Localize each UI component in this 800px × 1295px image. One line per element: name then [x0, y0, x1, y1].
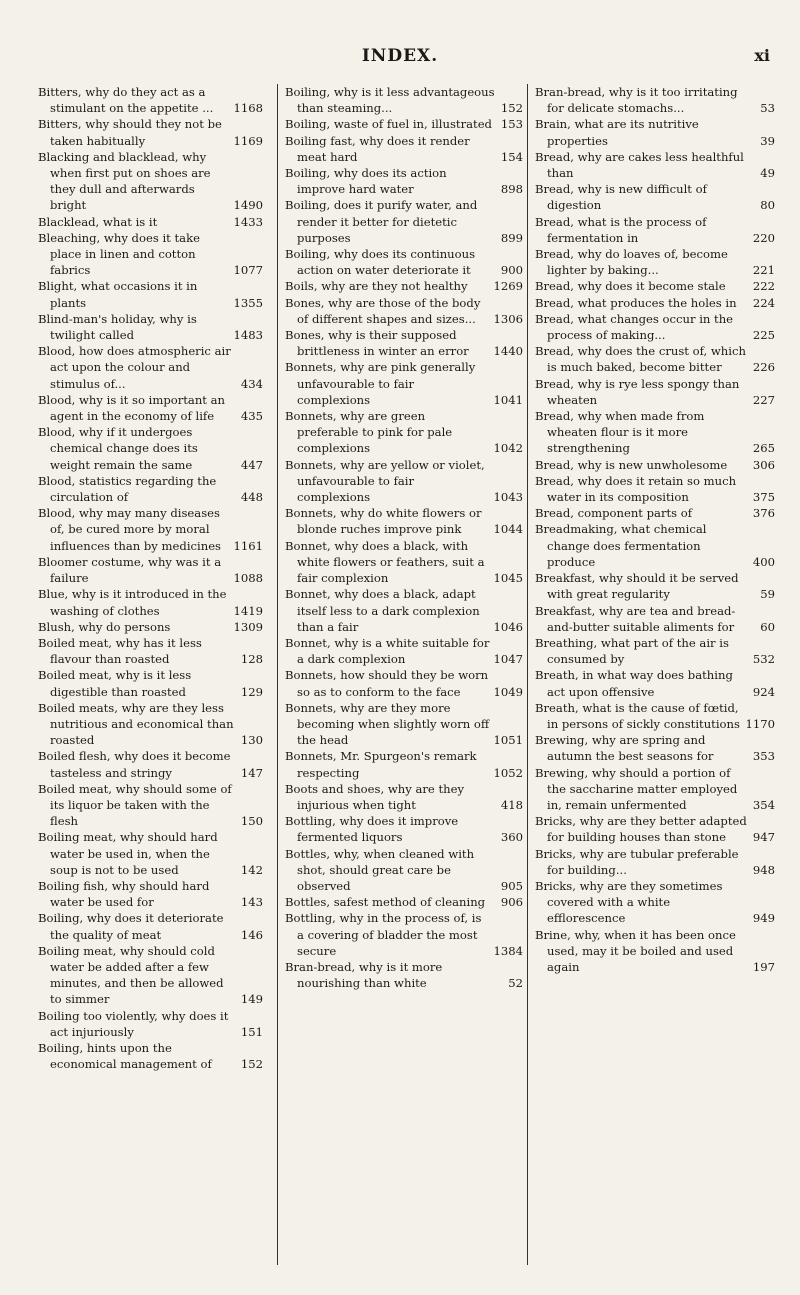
index-entry-page: 1169 [233, 133, 263, 148]
index-entry-text: Bonnet, why does a black, with white flowers or feathers, suit a fair complexion [285, 538, 485, 586]
index-entry [535, 732, 775, 764]
index-entry [535, 376, 775, 408]
index-entry [535, 295, 775, 311]
index-entry [38, 343, 263, 392]
index-entry-page: 150 [240, 814, 263, 829]
index-entry-page: 1384 [493, 943, 523, 958]
index-entry [285, 538, 523, 587]
index-entry-text: Bonnet, why does a black, adapt itself less to a dark complexion than a fair [285, 587, 480, 634]
index-entry-text: Bread, what changes occur in the process of making... [535, 311, 734, 343]
index-entry [285, 781, 523, 813]
index-entry-text: Bonnets, why are green preferable to pink for pale complexions [285, 409, 453, 456]
index-entry [535, 214, 775, 246]
index-entry-text: Bread, why is new unwholesome [535, 457, 728, 472]
index-entry [535, 311, 775, 343]
index-entry-page: 1306 [493, 311, 523, 326]
index-entry-page: 898 [500, 182, 523, 197]
index-entry-page: 400 [752, 554, 775, 569]
index-entry [535, 505, 775, 521]
index-entry-text: Bread, why does it retain so much water in its composition [535, 473, 737, 505]
index-entry [285, 246, 523, 278]
index-entry [535, 846, 775, 878]
index-entry-page: 899 [500, 230, 523, 245]
index-entry-text: Blue, why is it introduced in the washing of clothes [38, 587, 227, 618]
index-entry [535, 408, 775, 457]
index-entry-text: Blood, why if it undergoes chemical change does its weight remain the same [38, 425, 198, 472]
index-entry [285, 84, 523, 116]
index-entry-text: Boiled meat, why has it less flavour than roasted [38, 635, 202, 667]
index-entry-text: Bottling, why does it improve fermented liquors [285, 814, 459, 845]
index-entry [285, 700, 523, 749]
index-entry-page: 154 [500, 149, 523, 164]
index-entry [38, 311, 263, 343]
index-entry-text: Bones, why are those of the body of different shapes and sizes... [285, 295, 481, 326]
index-entry [38, 943, 263, 1008]
index-entry-text: Bones, why is their supposed brittleness in winter an error [285, 328, 469, 359]
index-column-3 [527, 84, 775, 1265]
index-entry [285, 295, 523, 327]
index-entry-text: Boiled flesh, why does it become tasteless and stringy [38, 749, 231, 780]
index-entry-page: 221 [752, 263, 775, 278]
index-entry [285, 505, 523, 537]
index-entry-text: Bricks, why are tubular preferable for building... [535, 846, 739, 877]
index-entry-page: 151 [240, 1024, 263, 1039]
index-entry-text: Bottles, why, when cleaned with shot, should great care be observed [285, 846, 475, 893]
index-entry [38, 586, 263, 618]
index-entry [535, 343, 775, 375]
index-entry-page: 1051 [493, 733, 523, 748]
index-entry [38, 1008, 263, 1040]
index-entry-text: Bread, why when made from wheaten flour is it more strengthening [535, 409, 705, 456]
index-entry-text: Bloomer costume, why was it a failure [38, 554, 222, 586]
index-entry-text: Bonnets, why are pink generally unfavourable to fair complexions [285, 360, 476, 407]
index-entry [285, 165, 523, 197]
index-entry-text: Bread, what is the process of fermentation in [535, 214, 707, 245]
index-entry-page: 128 [240, 652, 263, 667]
index-entry-page: 1077 [233, 263, 263, 278]
index-entry-text: Boiling fast, why does it render meat hard [285, 133, 470, 164]
index-entry-page: 1041 [493, 392, 523, 407]
index-entry-page: 152 [500, 101, 523, 116]
index-entry-text: Bread, what produces the holes in [535, 295, 737, 310]
index-entry-text: Brewing, why should a portion of the saccharine matter employed in, remain unfermented [535, 765, 738, 812]
index-entry-page: 222 [752, 279, 775, 294]
index-entry-page: 949 [752, 911, 775, 926]
index-entry-text: Brine, why, when it has been once used, may it be boiled and used again [535, 927, 736, 974]
index-entry-page: 1088 [233, 571, 263, 586]
index-entry-text: Bonnets, how should they be worn so as to conform to the face [285, 668, 489, 699]
index-entry [38, 748, 263, 780]
index-entry-text: Bran-bread, why is it more nourishing than white [285, 959, 443, 991]
index-entry-text: Bread, why does the crust of, which is much baked, become bitter [535, 344, 746, 375]
index-entry [285, 359, 523, 408]
index-entry-text: Boiling, why does its action improve hard water [285, 166, 447, 197]
index-entry-text: Boiled meat, why is it less digestible than roasted [38, 668, 192, 699]
index-entry [38, 1040, 263, 1072]
index-entry-page: 1269 [493, 279, 523, 294]
index-entry-text: Bottles, safest method of cleaning [285, 895, 486, 910]
index-entry-page: 226 [752, 360, 775, 375]
index-entry [285, 586, 523, 635]
index-entry [535, 765, 775, 814]
index-entry-text: Brain, what are its nutritive properties [535, 117, 699, 148]
index-entry-text: Bread, why does it become stale [535, 279, 726, 294]
index-entry-text: Bonnets, why do white flowers or blonde ruches improve pink [285, 506, 482, 537]
index-entry [285, 910, 523, 959]
index-entry-text: Boiling, hints upon the economical management of [38, 1040, 212, 1072]
index-entry-page: 1483 [233, 328, 263, 343]
index-entry-page: 924 [752, 684, 775, 699]
index-entry-page: 1042 [493, 441, 523, 456]
index-entry-page: 434 [240, 376, 263, 391]
index-entry-text: Blacking and blacklead, why when first put on shoes are they dull and afterwards bright [38, 149, 211, 213]
index-entry-text: Blind-man's holiday, why is twilight called [38, 311, 197, 343]
index-entry [38, 700, 263, 749]
index-entry-page: 905 [500, 878, 523, 893]
index-entry-text: Bonnets, why are they more becoming when slightly worn off the head [285, 700, 490, 748]
index-entry [535, 149, 775, 181]
index-entry-page: 59 [760, 587, 775, 602]
index-entry-text: Bread, why is rye less spongy than wheaten [535, 376, 740, 407]
index-entry [285, 327, 523, 359]
index-entry-page: 1309 [233, 619, 263, 634]
index-entry-text: Bitters, why do they act as a stimulant on the appetite ... [38, 85, 214, 116]
index-entry-text: Bleaching, why does it take place in linen and cotton fabrics [38, 230, 200, 278]
index-entry-page: 130 [240, 733, 263, 748]
index-entry-page: 448 [240, 490, 263, 505]
index-entry-page: 220 [752, 230, 775, 245]
index-entry-page: 1419 [233, 603, 263, 618]
index-entry [38, 149, 263, 214]
index-entry-text: Boiling fish, why should hard water be used for [38, 878, 210, 910]
page-title: INDEX. [361, 46, 439, 66]
index-entry-text: Blood, why is it so important an agent in the economy of life [38, 392, 226, 424]
index-entry-page: 1047 [493, 652, 523, 667]
index-entry [285, 959, 523, 991]
index-entry-page: 153 [500, 117, 523, 132]
index-entry-page: 306 [752, 457, 775, 472]
index-entry-page: 354 [752, 797, 775, 812]
index-entry [38, 910, 263, 942]
index-entry-text: Boiling, why is it less advantageous than steaming... [285, 85, 495, 116]
page-number: xi [754, 46, 770, 65]
index-entry [535, 521, 775, 570]
index-entry [285, 408, 523, 457]
index-entry [535, 635, 775, 667]
index-entry-page: 129 [240, 684, 263, 699]
index-entry [535, 603, 775, 635]
index-entry-page: 224 [752, 295, 775, 310]
index-entry-text: Bitters, why should they not be taken habitually [38, 117, 222, 148]
index-entry-text: Breath, what is the cause of fœtid, in persons of sickly constitutions [535, 700, 740, 731]
index-entry [38, 230, 263, 279]
index-entry-text: Blood, why may many diseases of, be cured more by moral influences than by medicines [38, 506, 222, 553]
index-entry-page: 1490 [233, 198, 263, 213]
index-entry-page: 1170 [745, 716, 775, 731]
index-entry-text: Boiling too violently, why does it act injuriously [38, 1008, 229, 1039]
index-entry [285, 748, 523, 780]
index-entry [535, 246, 775, 278]
index-entry-page: 80 [760, 198, 775, 213]
index-entry-page: 1161 [233, 538, 263, 553]
index-entry-text: Bricks, why are they sometimes covered with a white efflorescence [535, 878, 723, 926]
index-entry [535, 116, 775, 148]
index-entry-page: 1045 [493, 571, 523, 586]
index-entry [38, 84, 263, 116]
index-entry-page: 1046 [493, 619, 523, 634]
index-entry-page: 49 [760, 166, 775, 181]
index-entry-text: Blacklead, what is it [38, 214, 158, 229]
index-entry [285, 813, 523, 845]
index-entry [38, 878, 263, 910]
index-entry-page: 265 [752, 441, 775, 456]
index-entry [38, 116, 263, 148]
index-entry-page: 906 [500, 895, 523, 910]
index-entry-text: Bonnets, why are yellow or violet, unfavourable to fair complexions [285, 457, 485, 505]
index-entry [285, 667, 523, 699]
index-entry [38, 667, 263, 699]
index-entry [535, 813, 775, 845]
index-entry-text: Bricks, why are they better adapted for building houses than stone [535, 814, 747, 845]
index-entry [535, 278, 775, 294]
index-entry [535, 927, 775, 976]
index-entry-text: Bottling, why in the process of, is a covering of bladder the most secure [285, 911, 482, 958]
index-entry-text: Blood, how does atmospheric air act upon the colour and stimulus of... [38, 344, 231, 391]
index-entry-page: 375 [752, 490, 775, 505]
index-entry [535, 878, 775, 927]
index-entry-text: Breakfast, why are tea and bread-and-butter suitable aliments for [535, 603, 736, 634]
index-entry-page: 947 [752, 830, 775, 845]
index-entry [535, 84, 775, 116]
index-entry-page: 1440 [493, 344, 523, 359]
index-entry-text: Boiling meat, why should cold water be added after a few minutes, and then be allowed to simmer [38, 943, 224, 1007]
index-entry-text: Boiling, waste of fuel in, illustrated [285, 117, 492, 132]
index-entry [38, 554, 263, 586]
index-entry [38, 781, 263, 830]
index-column-2 [277, 84, 523, 1265]
index-entry [285, 457, 523, 506]
index-entry-text: Boiled meats, why are they less nutritious and economical than roasted [38, 700, 234, 748]
index-entry-page: 1049 [493, 684, 523, 699]
index-entry-text: Breakfast, why should it be served with great regularity [535, 571, 739, 602]
index-entry [38, 278, 263, 310]
index-entry-page: 900 [500, 263, 523, 278]
index-entry-page: 1433 [233, 214, 263, 229]
index-entry-page: 149 [240, 992, 263, 1007]
index-entry-page: 142 [240, 862, 263, 877]
page-header [0, 0, 800, 80]
index-entry-page: 1052 [493, 765, 523, 780]
index-entry [285, 846, 523, 895]
index-entry [285, 133, 523, 165]
index-entry-text: Brewing, why are spring and autumn the best seasons for [535, 733, 714, 764]
index-entry [535, 473, 775, 505]
index-entry-text: Boiling meat, why should hard water be used in, when the soup is not to be used [38, 830, 218, 877]
index-entry-page: 1044 [493, 522, 523, 537]
index-entry-text: Boils, why are they not healthy [285, 279, 468, 294]
index-entry [285, 197, 523, 246]
index-entry [38, 392, 263, 424]
index-entry-text: Boiling, why does its continuous action on water deteriorate it [285, 247, 476, 278]
index-entry-text: Boiled meat, why should some of its liquor be taken with the flesh [38, 781, 232, 829]
index-entry-page: 360 [500, 830, 523, 845]
index-entry [38, 829, 263, 878]
index-entry-page: 376 [752, 506, 775, 521]
index-entry-text: Blight, what occasions it in plants [38, 279, 198, 310]
index-entry-page: 52 [508, 976, 523, 991]
index-entry-page: 418 [500, 797, 523, 812]
index-entry-text: Bread, why do loaves of, become lighter by baking... [535, 247, 728, 278]
index-entry [285, 894, 523, 910]
index-entry-text: Breath, in what way does bathing act upon offensive [535, 668, 733, 699]
index-entry-page: 39 [760, 133, 775, 148]
index-entry [38, 505, 263, 554]
index-entry-text: Boiling, why does it deteriorate the quality of meat [38, 911, 224, 942]
index-entry-text: Bonnet, why is a white suitable for a dark complexion [285, 635, 490, 667]
index-column-1 [38, 84, 263, 1265]
index-entry-page: 146 [240, 927, 263, 942]
index-entry-page: 1043 [493, 490, 523, 505]
index-entry-page: 447 [240, 457, 263, 472]
index-entry [38, 635, 263, 667]
index-entry-page: 53 [760, 101, 775, 116]
index-entry [285, 635, 523, 667]
index-entry-text: Breathing, what part of the air is consumed by [535, 635, 729, 667]
index-entry-text: Blush, why do persons [38, 619, 171, 634]
index-entry-page: 143 [240, 895, 263, 910]
index-entry-text: Boiling, does it purify water, and render it better for dietetic purposes [285, 198, 478, 245]
index-entry [38, 424, 263, 473]
index-entry-page: 1355 [233, 295, 263, 310]
index-entry-page: 532 [752, 652, 775, 667]
index-entry [535, 457, 775, 473]
index-entry [38, 619, 263, 635]
index-entry-page: 147 [240, 765, 263, 780]
index-entry [535, 181, 775, 213]
index-entry-text: Bread, why are cakes less healthful than [535, 149, 744, 181]
index-entry-text: Bread, why is new difficult of digestion [535, 182, 707, 213]
index-entry-text: Bonnets, Mr. Spurgeon's remark respecting [285, 749, 477, 780]
index-entry [535, 700, 775, 732]
index-entry-page: 1168 [233, 101, 263, 116]
index-entry [38, 473, 263, 505]
index-entry-page: 353 [752, 749, 775, 764]
index-entry-page: 152 [240, 1057, 263, 1072]
index-entry [285, 278, 523, 294]
index-entry-text: Bread, component parts of [535, 506, 693, 521]
index-entry-page: 435 [240, 409, 263, 424]
index-entry-page: 948 [752, 862, 775, 877]
index-entry-text: Blood, statistics regarding the circulation of [38, 473, 217, 505]
index-entry-text: Boots and shoes, why are they injurious when tight [285, 781, 465, 812]
index-entry-page: 227 [752, 392, 775, 407]
index-entry-page: 60 [760, 619, 775, 634]
index-entry [38, 214, 263, 230]
index-entry [535, 667, 775, 699]
index-entry-page: 197 [752, 959, 775, 974]
index-entry [535, 570, 775, 602]
index-entry-text: Breadmaking, what chemical change does fermentation produce [535, 522, 707, 569]
index-entry-page: 225 [752, 328, 775, 343]
index-entry [285, 116, 523, 132]
index-entry-text: Bran-bread, why is it too irritating for delicate stomachs... [535, 85, 738, 116]
